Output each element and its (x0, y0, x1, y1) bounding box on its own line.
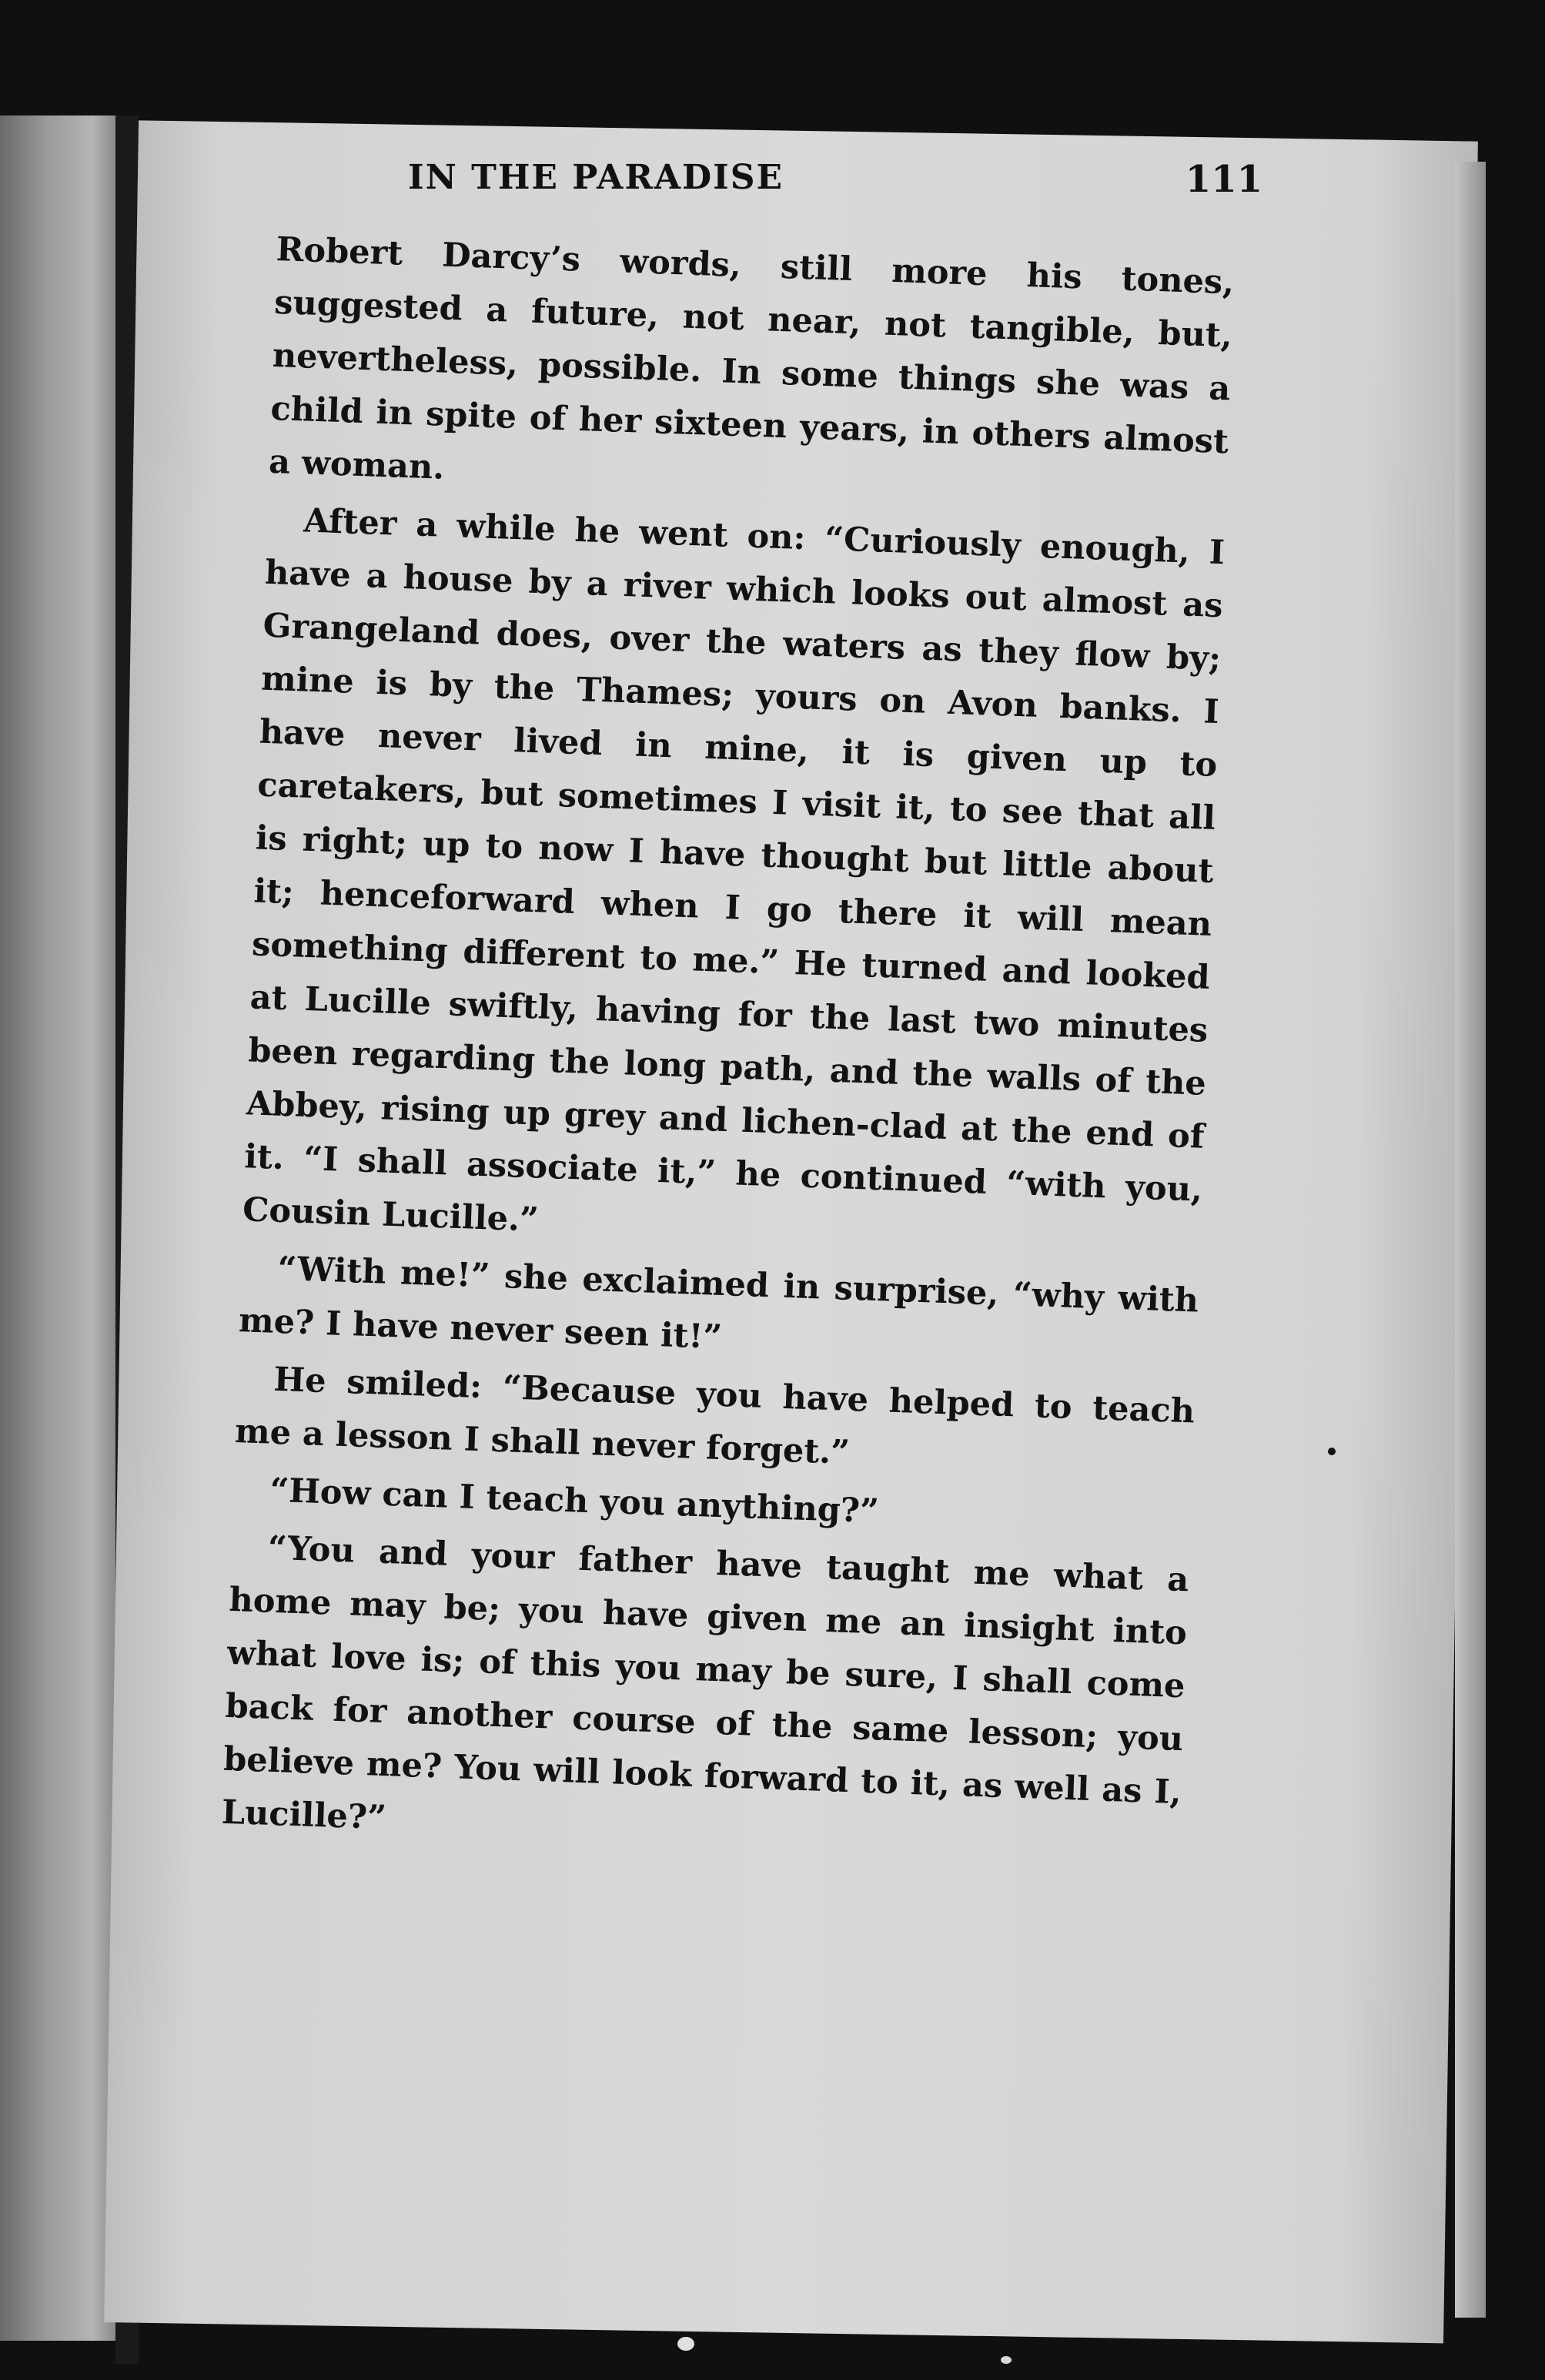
paragraph-3: “With me!” she exclaimed in surprise, “why with me? I have never seen it!” (238, 1249, 1199, 1357)
running-title: IN THE PARADISE (408, 158, 784, 197)
paragraph-1: Robert Darcy’s words, still more his tones, suggested a future, not near, not tangible, but, nevertheless, possible. In some things she was a child in spite of her sixteen years, in others almost a woman. (268, 229, 1235, 487)
previous-page-edge (0, 115, 115, 2341)
page-header (408, 158, 1262, 219)
page-right-edge (1455, 162, 1486, 2318)
dust-speck (1328, 1448, 1336, 1455)
body-text (221, 223, 1236, 1877)
page-number: 111 (1185, 158, 1262, 201)
paragraph-4: He smiled: “Because you have helped to teach me a lesson I shall never forget.” (234, 1360, 1196, 1472)
paragraph-2: After a while he went on: “Curiously enough, I have a house by a river which looks out almost as Grangeland does, over the waters as they flow by; mine is by the Thames; yours on Avon banks. I have never lived in mine, it is given up to caretakers, but sometimes I visit it, to see that all is right; up to now I have thought but little about it; henceforward when I go there it will mean something different to me.” He turned and looked at Lucille swiftly, having for the last two minutes been regarding the long path, and the walls of the Abbey, rising up grey and lichen-clad at the end of it. “I shall associate it,” he continued “with you, Cousin Lucille.” (242, 501, 1226, 1240)
paragraph-6: “You and your father have taught me what a home may be; you have given me an insight into what love is; of this you may be sure, I shall come back for another course of the same lesson; you believe me? You will look forward to it, as well as I, Lucille?” (221, 1528, 1190, 1838)
dust-speck (677, 2337, 694, 2351)
dust-speck (1001, 2356, 1012, 2364)
paragraph-5: “How can I teach you anything?” (269, 1471, 880, 1531)
